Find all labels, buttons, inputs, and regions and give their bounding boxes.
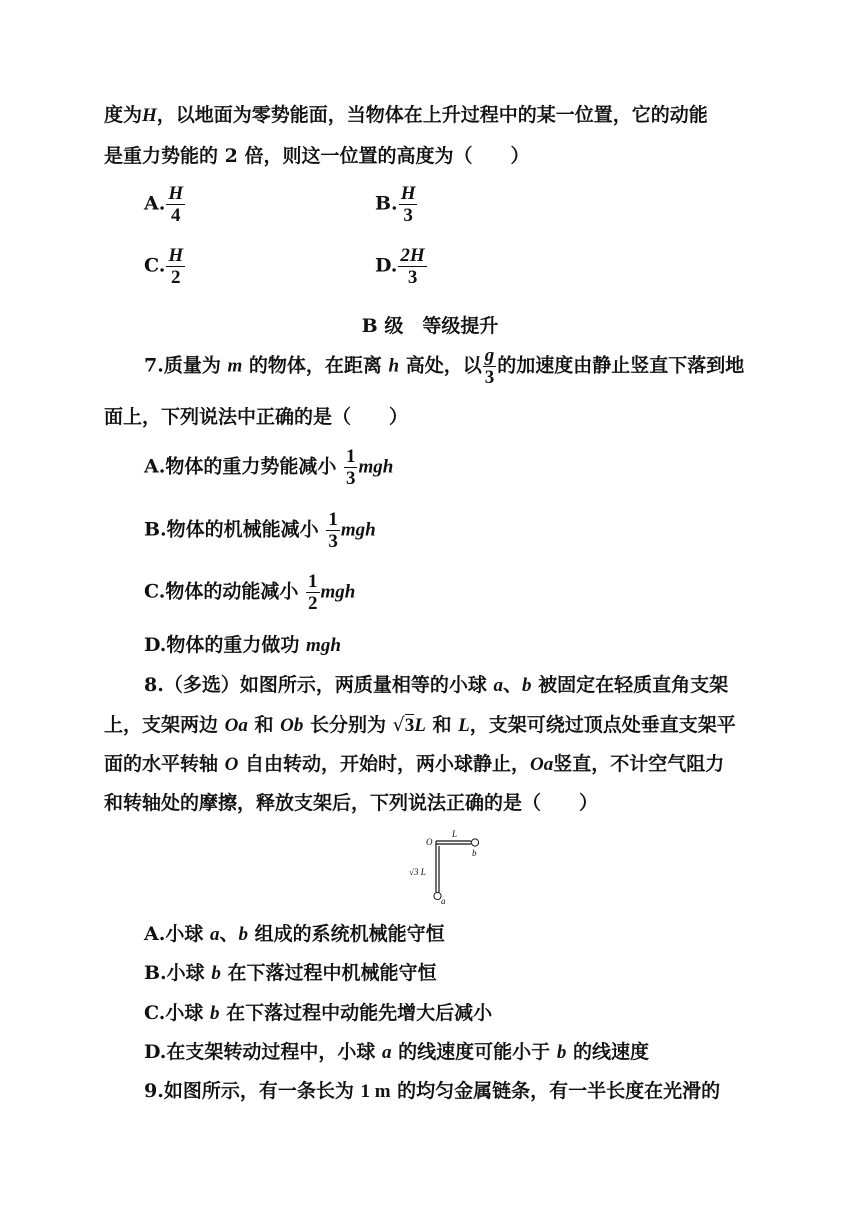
q8-var-Oa: Oa xyxy=(530,754,554,775)
fraction-numerator: H xyxy=(168,183,184,204)
q7-option-a xyxy=(144,447,393,488)
q8-option-text: A.小球 xyxy=(144,923,204,945)
q8-line-4 xyxy=(104,794,598,813)
fraction-numerator: H xyxy=(400,183,416,204)
option-label: B.物体的机械能减小 xyxy=(144,518,319,541)
q8-var: a xyxy=(382,1042,392,1063)
fraction-denominator: 3 xyxy=(484,367,495,388)
q7-option-b xyxy=(144,510,376,551)
q8-option-text: B.小球 xyxy=(144,962,205,984)
q8-option-text: 在下落过程中动能先增大后减小 xyxy=(226,1002,493,1024)
q8-option-text: 的线速度可能小于 xyxy=(398,1041,551,1063)
fraction-denominator: 4 xyxy=(171,205,181,226)
q8-option-a xyxy=(144,925,445,944)
fraction-numerator: g xyxy=(484,345,495,366)
q8-text: 竖直，不计空气阻力 xyxy=(553,753,725,775)
q8-text: ，支架可绕过顶点处垂直支架平 xyxy=(469,714,736,736)
fraction-numerator: 1 xyxy=(328,509,338,530)
support-frame xyxy=(436,841,471,892)
q7-option-c xyxy=(144,572,355,613)
ball-b xyxy=(471,839,478,846)
q8-option-text: 在下落过程中机械能守恒 xyxy=(227,962,437,984)
q8-var-Oa: Oa xyxy=(224,715,248,736)
q7-line-2 xyxy=(104,408,408,427)
bracket-figure xyxy=(405,826,485,908)
q8-option-text: 、 xyxy=(219,923,239,945)
fraction xyxy=(483,346,497,387)
q9-text: 9.如图所示，有一条长为 xyxy=(144,1080,354,1102)
q7-text: 面上，下列说法中正确的是（ ） xyxy=(104,406,409,428)
q6-option-a xyxy=(144,184,186,225)
q8-option-b xyxy=(144,964,436,983)
fraction-denominator: 2 xyxy=(308,593,318,614)
q6-line-1 xyxy=(104,106,708,125)
fraction-denominator: 2 xyxy=(171,267,181,288)
q6-line-2 xyxy=(104,147,529,166)
option-expression: mgh xyxy=(306,635,341,656)
q7-text: 7.质量为 xyxy=(144,354,221,377)
q8-var: b xyxy=(238,924,248,945)
option-label: B. xyxy=(375,192,398,215)
fraction-numerator: H xyxy=(168,245,184,266)
q9-text: 的均匀金属链条，有一半长度在光滑的 xyxy=(397,1080,721,1102)
q8-var-Ob: Ob xyxy=(280,715,304,736)
option-label: C.物体的动能减小 xyxy=(144,580,299,603)
option-label: D. xyxy=(375,254,398,277)
option-expression: mgh xyxy=(340,519,376,541)
q8-var: a xyxy=(209,924,220,945)
fraction xyxy=(344,447,358,488)
q6-option-c xyxy=(144,246,186,287)
q8-text: 自由转动，开始时，两小球静止， xyxy=(245,753,531,775)
fraction-denominator: 3 xyxy=(407,267,418,288)
q8-text: 上，支架两边 xyxy=(104,714,219,736)
q8-option-text: C.小球 xyxy=(144,1002,204,1024)
fraction xyxy=(398,246,426,287)
q8-var: b xyxy=(556,1042,567,1063)
q7-text: 高处，以 xyxy=(405,354,482,377)
q6-option-b xyxy=(375,184,418,225)
sqrt-radicand: 3 xyxy=(404,715,415,736)
q9-line-1 xyxy=(144,1082,720,1101)
q8-var: b xyxy=(210,1003,220,1024)
q8-text: 面的水平转轴 xyxy=(104,753,219,775)
q8-option-c xyxy=(144,1004,492,1023)
q8-var-a: a xyxy=(493,675,503,696)
fraction xyxy=(166,184,185,225)
sqrt-sign: √ xyxy=(392,714,405,736)
fraction-denominator: 3 xyxy=(345,468,356,489)
q8-var: b xyxy=(211,963,221,984)
q8-option-text: 的线速度 xyxy=(572,1041,649,1063)
fraction-numerator: 2H xyxy=(400,245,425,266)
fraction xyxy=(306,572,320,613)
q7-var-m: m xyxy=(227,355,243,377)
label-L: L xyxy=(452,829,458,839)
label-b: b xyxy=(472,848,477,858)
q7-text: 的加速度由静止竖直下落到地 xyxy=(497,354,745,377)
fraction xyxy=(326,510,340,551)
fraction-numerator: 1 xyxy=(345,446,356,467)
q8-option-text: D.在支架转动过程中，小球 xyxy=(144,1041,376,1063)
q8-text: 和 xyxy=(432,714,452,736)
q9-value: 1 m xyxy=(360,1081,391,1102)
q8-var-L: L xyxy=(414,715,426,736)
option-expression: mgh xyxy=(358,456,394,478)
q8-option-d xyxy=(144,1043,649,1062)
option-expression: mgh xyxy=(320,581,356,603)
q8-option-text: 组成的系统机械能守恒 xyxy=(254,923,445,945)
q8-line-2 xyxy=(104,716,736,735)
label-a: a xyxy=(441,896,446,906)
q8-text: 8.（多选）如图所示，两质量相等的小球 xyxy=(144,674,487,696)
fraction-denominator: 3 xyxy=(403,205,413,226)
q6-option-d xyxy=(375,246,428,287)
q8-text: 、 xyxy=(502,674,522,696)
q8-var-L: L xyxy=(458,715,470,736)
section-heading: B 级 等级提升 xyxy=(361,315,499,337)
q7-text: 的物体，在距离 xyxy=(248,354,382,377)
fraction-numerator: 1 xyxy=(308,571,318,592)
q7-line-1 xyxy=(144,346,744,387)
q8-text: 和转轴处的摩擦，释放支架后，下列说法正确的是（ ） xyxy=(104,792,599,814)
fraction-denominator: 3 xyxy=(328,531,338,552)
q8-var-O: O xyxy=(224,754,239,775)
q6-var-H: H xyxy=(142,105,157,126)
q8-line-3 xyxy=(104,755,724,774)
q6-text: ，以地面为零势能面，当物体在上升过程中的某一位置，它的动能 xyxy=(156,104,708,126)
label-O: O xyxy=(426,837,433,847)
q6-text: 是重力势能的 2 倍，则这一位置的高度为（ ） xyxy=(104,145,530,167)
q8-line-1 xyxy=(144,676,728,695)
q8-var-b: b xyxy=(521,675,532,696)
q6-text: 度为 xyxy=(104,104,143,126)
fraction xyxy=(399,184,418,225)
option-label: C. xyxy=(144,254,166,277)
q8-text: 长分别为 xyxy=(310,714,387,736)
q8-text: 被固定在轻质直角支架 xyxy=(538,674,729,696)
option-label: A.物体的重力势能减小 xyxy=(144,455,337,478)
q7-option-d xyxy=(144,636,341,655)
fraction xyxy=(166,246,185,287)
option-label: D.物体的重力做功 xyxy=(144,634,300,656)
q8-text: 和 xyxy=(254,714,274,736)
q7-var-h: h xyxy=(388,355,400,377)
option-label: A. xyxy=(144,192,166,215)
label-sqrt3-L: √3 L xyxy=(409,867,426,877)
